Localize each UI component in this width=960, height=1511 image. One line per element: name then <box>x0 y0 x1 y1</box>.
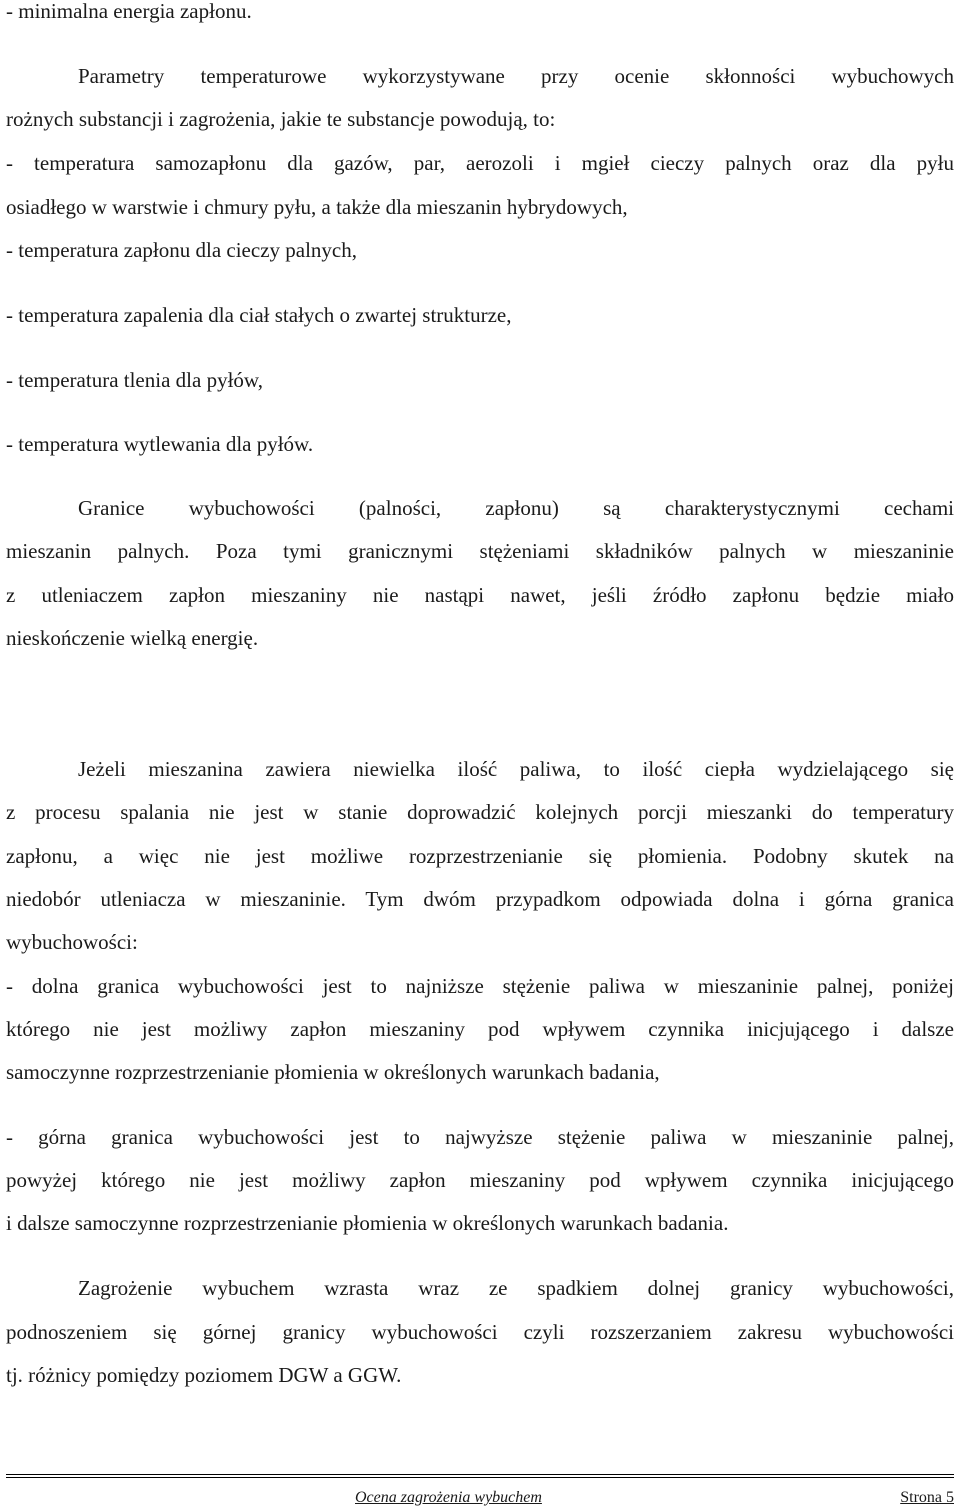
text-line: powyżej którego nie jest możliwy zapłon mieszaniny pod wpływem czynnika inicjującego <box>6 1168 954 1192</box>
text-line: rożnych substancji i zagrożenia, jakie te substancje powodują, to: <box>6 107 556 131</box>
text-line: osiadłego w warstwie i chmury pyłu, a także dla mieszanin hybrydowych, <box>6 195 628 219</box>
text-line: z procesu spalania nie jest w stanie doprowadzić kolejnych porcji mieszanki do temperatury <box>6 800 954 824</box>
footer-divider <box>6 1474 954 1475</box>
text-line: zapłonu, a więc nie jest możliwe rozprzestrzenianie się płomienia. Podobny skutek na <box>6 844 954 868</box>
text-line: Jeżeli mieszanina zawiera niewielka ilość paliwa, to ilość ciepła wydzielającego się <box>78 757 954 781</box>
text-line: - górna granica wybuchowości jest to najwyższe stężenie paliwa w mieszaninie palnej, <box>6 1125 954 1149</box>
text-line: - temperatura zapłonu dla cieczy palnych, <box>6 238 357 262</box>
footer-divider <box>6 1477 954 1478</box>
text-line: tj. różnicy pomiędzy poziomem DGW a GGW. <box>6 1363 402 1387</box>
text-line: - minimalna energia zapłonu. <box>6 0 252 23</box>
footer-title: Ocena zagrożenia wybuchem <box>355 1489 542 1506</box>
text-line: - dolna granica wybuchowości jest to najniższe stężenie paliwa w mieszaninie palnej, poniżej <box>6 974 954 998</box>
text-line: - temperatura samozapłonu dla gazów, par, aerozoli i mgieł cieczy palnych oraz dla pyłu <box>6 151 954 175</box>
text-line: nieskończenie wielką energię. <box>6 626 259 650</box>
text-line: i dalsze samoczynne rozprzestrzenianie płomienia w określonych warunkach badania. <box>6 1211 729 1235</box>
text-line: samoczynne rozprzestrzenianie płomienia w określonych warunkach badania, <box>6 1060 660 1084</box>
text-line: Granice wybuchowości (palności, zapłonu) są charakterystycznymi cechami <box>78 496 954 520</box>
text-line: podnoszeniem się górnej granicy wybuchowości czyli rozszerzaniem zakresu wybuchowości <box>6 1320 954 1344</box>
text-line: którego nie jest możliwy zapłon mieszaniny pod wpływem czynnika inicjującego i dalsze <box>6 1017 954 1041</box>
text-line: - temperatura wytlewania dla pyłów. <box>6 432 314 456</box>
page-number: Strona 5 <box>900 1489 954 1506</box>
text-line: wybuchowości: <box>6 930 138 954</box>
text-line: z utleniaczem zapłon mieszaniny nie nastąpi nawet, jeśli źródło zapłonu będzie miało <box>6 583 954 607</box>
text-line: Zagrożenie wybuchem wzrasta wraz ze spadkiem dolnej granicy wybuchowości, <box>78 1276 954 1300</box>
text-line: mieszanin palnych. Poza tymi granicznymi stężeniami składników palnych w mieszaninie <box>6 539 954 563</box>
text-line: Parametry temperaturowe wykorzystywane przy ocenie skłonności wybuchowych <box>78 64 954 88</box>
text-line: - temperatura tlenia dla pyłów, <box>6 368 263 392</box>
text-line: - temperatura zapalenia dla ciał stałych o zwartej strukturze, <box>6 303 512 327</box>
text-line: niedobór utleniacza w mieszaninie. Tym dwóm przypadkom odpowiada dolna i górna granica <box>6 887 954 911</box>
